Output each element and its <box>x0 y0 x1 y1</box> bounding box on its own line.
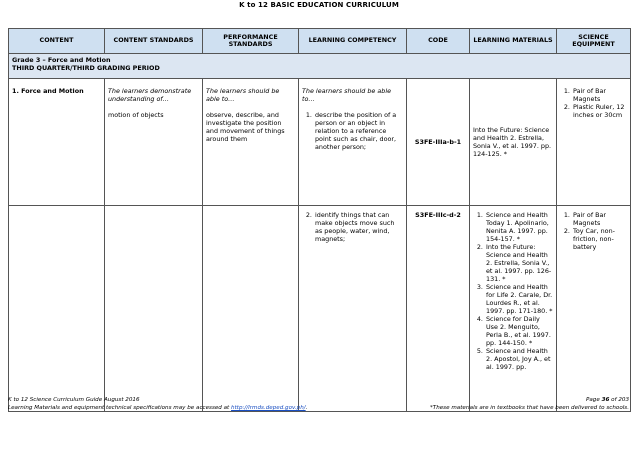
footer-access-prefix: Learning Materials and equipment technical specifications may be accessed at <box>8 405 232 411</box>
footer-access-suffix: . <box>305 405 308 411</box>
grade-title: Grade 3 – Force and Motion <box>12 56 111 64</box>
equipment-cell <box>557 206 631 412</box>
page-number: 36 <box>601 397 610 403</box>
competency-list <box>302 111 403 151</box>
content-standards-intro: The learners demonstrate understanding of… <box>108 87 192 103</box>
footer-guide: K to 12 Science Curriculum Guide August 2016 <box>8 397 140 403</box>
content-standards-cell-empty <box>105 206 203 412</box>
table-row <box>9 79 631 206</box>
header-content: CONTENT <box>9 29 105 54</box>
list-item: 5. Science and Health 2. Apostol, Joy A., et al. 1997. pp. <box>485 347 553 371</box>
page-suffix: of 203 <box>609 397 629 403</box>
grade-cell <box>9 54 631 79</box>
list-item: 2. Plastic Ruler, 12 inches or 30cm <box>572 103 627 119</box>
competency-cell <box>299 206 407 412</box>
materials-cell: Into the Future: Science and Health 2. Estrella, Sonia V., et al. 1997. pp. 124-125. * <box>470 79 557 206</box>
header-row <box>9 29 631 54</box>
list-item: 2. Toy Car, non-friction, non-battery <box>572 227 627 251</box>
page-indicator <box>586 397 629 403</box>
header-science-equipment: SCIENCE EQUIPMENT <box>557 29 631 54</box>
list-item: 2. identify things that can make objects move such as people, water, wind, magnets; <box>314 211 403 243</box>
equipment-list <box>560 211 627 251</box>
header-learning-competency: LEARNING COMPETENCY <box>299 29 407 54</box>
materials-cell <box>470 206 557 412</box>
list-item: 3. Science and Health for Life 2. Carale, Dr. Lourdes R., et al. 1997. pp. 171-180. * <box>485 283 553 315</box>
content-standards-text: motion of objects <box>108 111 164 119</box>
performance-intro: The learners should be able to… <box>206 87 280 103</box>
performance-standards-cell <box>203 79 299 206</box>
page-prefix: Page <box>586 397 602 403</box>
list-item: 4. Science for Daily Use 2. Menguito, Perla B., et al. 1997. pp. 144-150. * <box>485 315 553 347</box>
list-item: 1. Pair of Bar Magnets <box>572 211 627 227</box>
header-code: CODE <box>407 29 470 54</box>
header-learning-materials: LEARNING MATERIALS <box>470 29 557 54</box>
performance-standards-cell-empty <box>203 206 299 412</box>
performance-text: observe, describe, and investigate the position and movement of things around them <box>206 111 285 143</box>
document-title: K to 12 BASIC EDUCATION CURRICULUM <box>239 1 399 9</box>
lrmds-link[interactable]: http://lrmds.deped.gov.ph/ <box>231 405 306 411</box>
materials-list <box>473 211 553 371</box>
content-cell: 1. Force and Motion <box>9 79 105 206</box>
competency-list <box>302 211 403 243</box>
list-item: 2. Into the Future: Science and Health 2. Estrella, Sonia V., et al. 1997. pp. 126-131. * <box>485 243 553 283</box>
competency-intro: The learners should be able to… <box>302 87 392 103</box>
list-item: 1. Science and Health Today 1. Apolinario, Nenita A. 1997. pp. 154-157. * <box>485 211 553 243</box>
competency-cell <box>299 79 407 206</box>
header-performance-standards: PERFORMANCE STANDARDS <box>203 29 299 54</box>
grade-row <box>9 54 631 79</box>
footer-access <box>8 405 307 411</box>
table-row <box>9 206 631 412</box>
code-cell: S3FE-IIIc-d-2 <box>407 206 470 412</box>
code-cell: S3FE-IIIa-b-1 <box>407 79 470 206</box>
header-content-standards: CONTENT STANDARDS <box>105 29 203 54</box>
curriculum-table <box>8 28 631 412</box>
content-standards-cell <box>105 79 203 206</box>
content-cell-empty <box>9 206 105 412</box>
equipment-list <box>560 87 627 119</box>
equipment-cell <box>557 79 631 206</box>
grading-period: THIRD QUARTER/THIRD GRADING PERIOD <box>12 64 160 72</box>
list-item: 1. Pair of Bar Magnets <box>572 87 627 103</box>
list-item: 1. describe the position of a person or an object in relation to a reference point such as chair, door, another person; <box>314 111 403 151</box>
footer-note: *These materials are in textbooks that have been delivered to schools. <box>429 405 629 411</box>
